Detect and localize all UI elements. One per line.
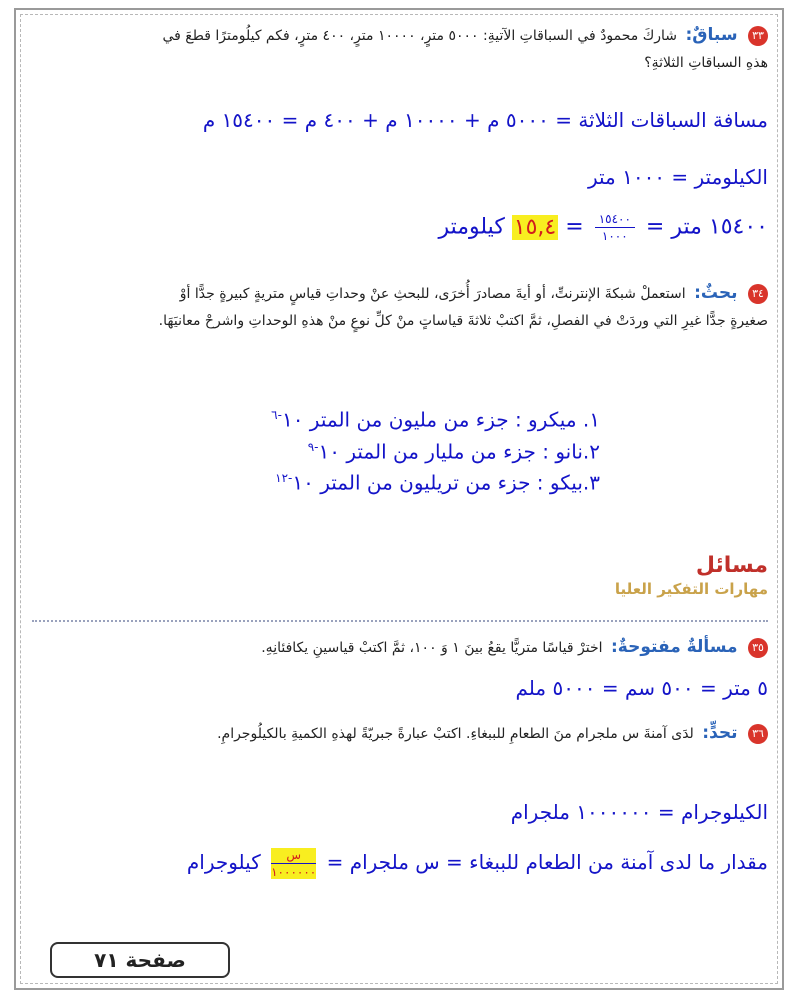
fraction xyxy=(595,212,635,243)
answer-33-line-2: الكيلومتر = ١٠٠٠ متر xyxy=(587,165,768,189)
equals-sign: = xyxy=(565,214,584,240)
question-label: مسألةٌ مفتوحةٌ: xyxy=(611,637,738,657)
fraction xyxy=(271,848,316,879)
dotted-divider xyxy=(32,620,768,622)
question-text: اخترْ قياسًا متريًّا يقعُ بينَ ١ وَ ١٠٠، ثمَّ اكتبْ قياسينِ يكافئانِهِ. xyxy=(261,640,603,656)
list-item: ٢.نانو : جزء من مليار من المتر $١٠^{-٩}$ xyxy=(307,439,600,464)
fraction-numerator: س xyxy=(271,848,316,864)
answer-33-line-1: مسافة السباقات الثلاثة = ٥٠٠٠ م + ١٠٠٠٠ م + ٤٠٠ م = ١٥٤٠٠ م xyxy=(202,108,768,132)
answer-35: ٥ متر = ٥٠٠ سم = ٥٠٠٠ ملم xyxy=(515,676,768,700)
answer-36-start: مقدار ما لدى آمنة من الطعام للببغاء = س ملجرام = xyxy=(326,850,768,874)
highlighted-result: ١٥,٤ xyxy=(513,214,557,240)
list-item: ٣.بيكو : جزء من تريليون من المتر $١٠^{-١٢}$ xyxy=(275,470,600,495)
question-number-badge: ٣٥ xyxy=(748,638,768,658)
question-number-badge: ٣٣ xyxy=(748,26,768,46)
question-35 xyxy=(148,634,768,662)
section-title: مسائل xyxy=(695,553,768,578)
result-unit: كيلوجرام xyxy=(186,850,261,874)
fraction-numerator: ١٥٤٠٠ xyxy=(595,212,635,228)
question-33 xyxy=(148,22,768,77)
question-number-badge: ٣٤ xyxy=(748,284,768,304)
answer-33-start: ١٥٤٠٠ متر = xyxy=(645,214,768,240)
question-label: تحدٍّ: xyxy=(702,723,738,743)
fraction-denominator: ١٠٠٠٠٠٠ xyxy=(271,865,317,879)
question-text: شاركَ محمودٌ في السباقاتِ الآتيةِ: ٥٠٠٠ مترٍ، ١٠٠٠٠ مترٍ، ٤٠٠ مترٍ، فكم كيلُومترًا قطعَ في هذهِ السباقاتِ الثلاثةِ؟ xyxy=(162,28,768,71)
question-text: لدَى آمنةَ س ملجرام منَ الطعامِ للببغاءِ. اكتبْ عبارةً جبريّةً لهذهِ الكميةِ بالكيلُوجرامِ. xyxy=(217,726,694,742)
question-number-badge: ٣٦ xyxy=(748,724,768,744)
answer-36-line-1: الكيلوجرام = ١٠٠٠٠٠٠ ملجرام xyxy=(510,800,768,824)
question-36 xyxy=(148,720,768,748)
section-header xyxy=(615,553,768,598)
question-label: سباقٌ: xyxy=(685,25,738,45)
question-label: بحثٌ: xyxy=(694,283,738,303)
section-subtitle: مهارات التفكير العليا xyxy=(614,580,768,598)
fraction-denominator: ١٠٠٠ xyxy=(601,229,628,243)
answer-34-list xyxy=(271,402,600,497)
result-unit: كيلومتر xyxy=(438,214,505,240)
page-number-box: صفحة ٧١ xyxy=(50,942,230,978)
answer-33-line-3 xyxy=(438,212,768,243)
list-item: ١. ميكرو : جزء من مليون من المتر $١٠^{-٦}$ xyxy=(271,407,600,432)
question-text: استعملْ شبكةَ الإنترنتِّ، أو أيةَ مصادرَ أُخرَى، للبحثِ عنْ وحداتِ قياسٍ متريةٍ كبيرةٍ جدًّا أوْ صغيرةٍ جدًّا غيرِ التي وردَتْ في الفصلِ، ثمَّ اكتبْ ثلاثةَ قياساتٍ منْ كلِّ نوعٍ منْ هذهِ الوحداتِ واشرحْ معانيَهَا. xyxy=(158,286,768,329)
answer-36-line-2 xyxy=(187,848,768,879)
question-34 xyxy=(148,280,768,335)
